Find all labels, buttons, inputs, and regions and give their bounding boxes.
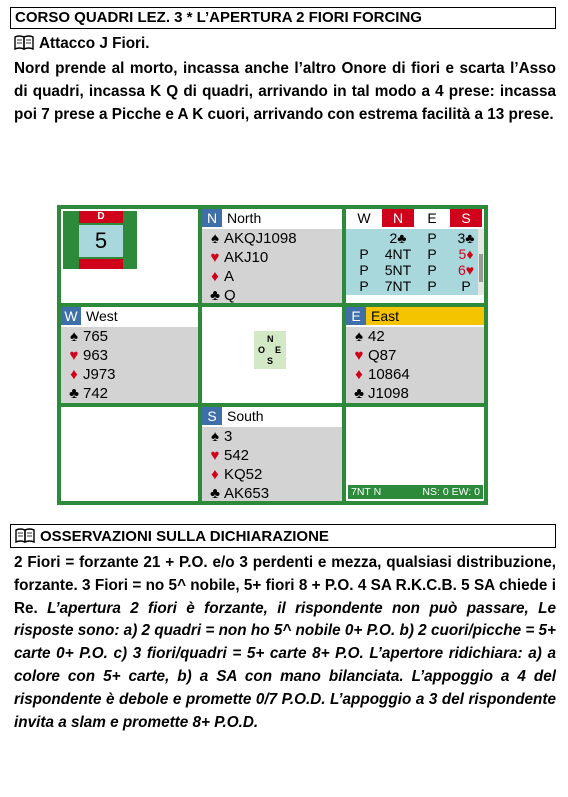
dealer-tag: D <box>79 211 123 223</box>
lesson-title <box>10 7 556 29</box>
north-cards <box>202 229 342 303</box>
empty-cell <box>61 407 198 501</box>
spade-icon: ♠ <box>70 328 78 345</box>
observations-text <box>14 552 556 734</box>
bidding-scrollbar-thumb[interactable] <box>479 254 483 282</box>
south-clubs: ♣ AK653 <box>206 484 342 503</box>
status-cell <box>346 407 484 501</box>
west-cards <box>61 327 198 403</box>
south-name: South <box>227 408 264 424</box>
attack-heading-text: Attacco J Fiori. <box>39 35 150 52</box>
open-book-icon <box>15 528 35 543</box>
bid-header-south: S <box>450 209 482 227</box>
compass-south: S <box>267 356 274 366</box>
club-icon: ♣ <box>210 287 220 304</box>
south-spades: ♠ 3 <box>206 427 342 446</box>
club-icon: ♣ <box>354 385 364 402</box>
south-hand <box>202 407 342 501</box>
west-name: West <box>86 308 118 324</box>
diamond-icon: ♦ <box>355 366 363 383</box>
bid-header-east: E <box>427 210 437 226</box>
compass-rose <box>254 331 286 369</box>
north-name: North <box>227 210 262 226</box>
open-book-icon <box>14 35 34 50</box>
bid-header-north: N <box>382 209 414 227</box>
bid-row: P 4NT P 5♦ <box>359 246 474 262</box>
bidding-scrollbar[interactable] <box>478 229 484 295</box>
compass-west: O <box>258 345 266 355</box>
bid-header-west: W <box>357 210 371 226</box>
north-diamonds: ♦ A <box>206 267 342 286</box>
east-name: East <box>371 308 400 324</box>
observations-italic: L’apertura 2 fiori è forzante, il rispondente non può passare, Le risposte sono: a) 2 quadri = non ho 5^ nobile 0+ P.O. b) 2 cuori/picche = 5+ carte 0+ P.O. c) 3 fiori/quadri = 5+ carte 8+ P.O. L’apertore ridichiara: a) a colore con 5+ carte, b) a SA con mano bilanciata. L’appoggio a 4 del rispondente è debole e promette 0/7 P.O.D. L’appoggio a 3 del rispondente invita a slam e promette 8+ P.O.D. <box>14 599 557 731</box>
club-icon: ♣ <box>69 385 79 402</box>
diamond-icon: ♦ <box>211 466 219 483</box>
north-label <box>202 209 261 227</box>
west-hand <box>61 307 198 403</box>
east-spades: ♠ 42 <box>350 327 484 346</box>
dealer-bottom-bar <box>79 259 123 269</box>
heart-icon: ♥ <box>354 347 364 364</box>
west-clubs: ♣ 742 <box>65 384 198 403</box>
north-hand <box>202 209 342 303</box>
bidding-list[interactable] <box>346 229 481 295</box>
status-bar <box>348 485 483 499</box>
attack-description: Nord prende al morto, incassa anche l’altro Onore di fiori e scarta l’Asso di quadri, incassa K Q di quadri, arrivando in tal modo a 4 prese: incassa poi 7 prese a Picche e A K cuori, arrivando con estrema facilità a 13 prese. <box>14 60 556 123</box>
compass-east: E <box>275 345 282 355</box>
compass-north: N <box>267 334 274 344</box>
heart-icon: ♥ <box>69 347 79 364</box>
north-seat-tag: N <box>202 209 222 227</box>
club-icon: ♣ <box>210 485 220 502</box>
diamond-icon: ♦ <box>211 268 219 285</box>
dealer-cell <box>61 209 198 303</box>
west-hearts: ♥ 963 <box>65 346 198 365</box>
board-number: 5 <box>79 225 123 257</box>
north-clubs: ♣ Q <box>206 286 342 305</box>
south-label <box>202 407 264 425</box>
east-hearts: ♥ Q87 <box>350 346 484 365</box>
contract-text: 7NT N <box>351 486 382 498</box>
west-spades: ♠ 765 <box>65 327 198 346</box>
spade-icon: ♠ <box>211 230 219 247</box>
west-diamonds: ♦ J973 <box>65 365 198 384</box>
south-cards <box>202 427 342 501</box>
spade-icon: ♠ <box>211 428 219 445</box>
heart-icon: ♥ <box>210 447 220 464</box>
bridge-board <box>57 205 488 505</box>
north-hearts: ♥ AKJ10 <box>206 248 342 267</box>
east-seat-tag: E <box>346 307 366 325</box>
east-label <box>346 307 484 325</box>
bid-row: 2♣ P 3♣ <box>389 230 475 246</box>
west-label <box>61 307 118 325</box>
spade-icon: ♠ <box>355 328 363 345</box>
east-clubs: ♣ J1098 <box>350 384 484 403</box>
dealer-indicator <box>63 211 137 269</box>
lesson-title-text: CORSO QUADRI LEZ. 3 * L’APERTURA 2 FIORI FORCING <box>15 9 422 26</box>
observations-heading <box>10 524 556 548</box>
table-center <box>202 307 342 403</box>
heart-icon: ♥ <box>210 249 220 266</box>
north-spades: ♠ AKQJ1098 <box>206 229 342 248</box>
east-diamonds: ♦ 10864 <box>350 365 484 384</box>
east-hand <box>346 307 484 403</box>
observations-plain: 2 Fiori = forzante 21 + P.O. e/o 3 perdenti e mezza, qualsiasi distribuzione, forzante. 3 Fiori = no 5^ nobile, 5+ fiori 8 + P.O. 4 SA R.K.C.B. 5 SA chiede i Re. <box>14 554 556 617</box>
south-seat-tag: S <box>202 407 222 425</box>
observations-heading-text: OSSERVAZIONI SULLA DICHIARAZIONE <box>40 528 329 545</box>
bidding-panel <box>346 209 484 303</box>
west-seat-tag: W <box>61 307 81 325</box>
bid-row: P 5NT P 6♥ <box>359 262 475 278</box>
diamond-icon: ♦ <box>70 366 78 383</box>
east-cards <box>346 327 484 403</box>
south-hearts: ♥ 542 <box>206 446 342 465</box>
attack-heading <box>14 33 314 56</box>
bidding-header <box>346 209 481 227</box>
score-text: NS: 0 EW: 0 <box>422 486 480 498</box>
bid-row: P 7NT P P <box>359 278 471 294</box>
south-diamonds: ♦ KQ52 <box>206 465 342 484</box>
